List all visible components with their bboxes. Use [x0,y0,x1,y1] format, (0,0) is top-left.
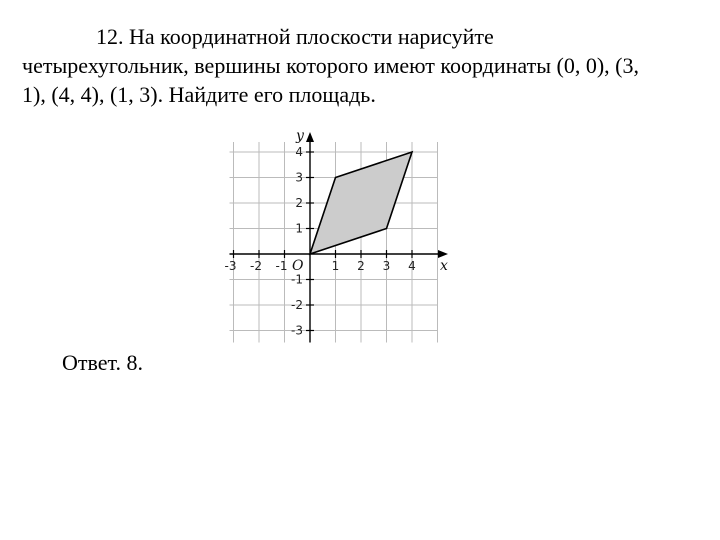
problem-line-2: четырехугольник, вершины которого имеют координаты (0, 0), (3, [22,53,639,78]
x-tick-label: -3 [224,259,237,273]
coordinate-plane [218,122,458,344]
origin-label: O [292,258,304,274]
x-tick-label: 2 [357,259,365,273]
y-tick-label: 4 [295,145,303,159]
x-tick-label: 1 [331,259,340,273]
y-axis-arrow [306,132,314,142]
answer-value: 8. [126,350,143,375]
y-tick-label: -3 [291,323,303,338]
x-tick-label: 4 [408,259,416,273]
problem-line-3: 1), (4, 4), (1, 3). Найдите его площадь. [22,82,376,107]
y-axis-label: y [296,128,304,144]
y-tick-label: 3 [295,170,303,185]
answer-label: Ответ. [62,350,121,375]
problem-text [22,22,712,109]
problem-line-1: На координатной плоскости нарисуйте [129,24,494,49]
y-tick-label: -2 [291,298,303,312]
y-tick-label: -1 [291,272,303,287]
answer [62,348,143,377]
x-tick-label: -1 [275,259,288,273]
x-axis-label: x [440,258,448,274]
x-tick-label: -2 [250,259,262,273]
y-tick-label: 2 [295,196,303,210]
x-tick-label: 3 [382,259,391,273]
x-axis-arrow [438,250,448,258]
y-tick-label: 1 [295,221,303,236]
problem-number: 12. [96,24,124,49]
